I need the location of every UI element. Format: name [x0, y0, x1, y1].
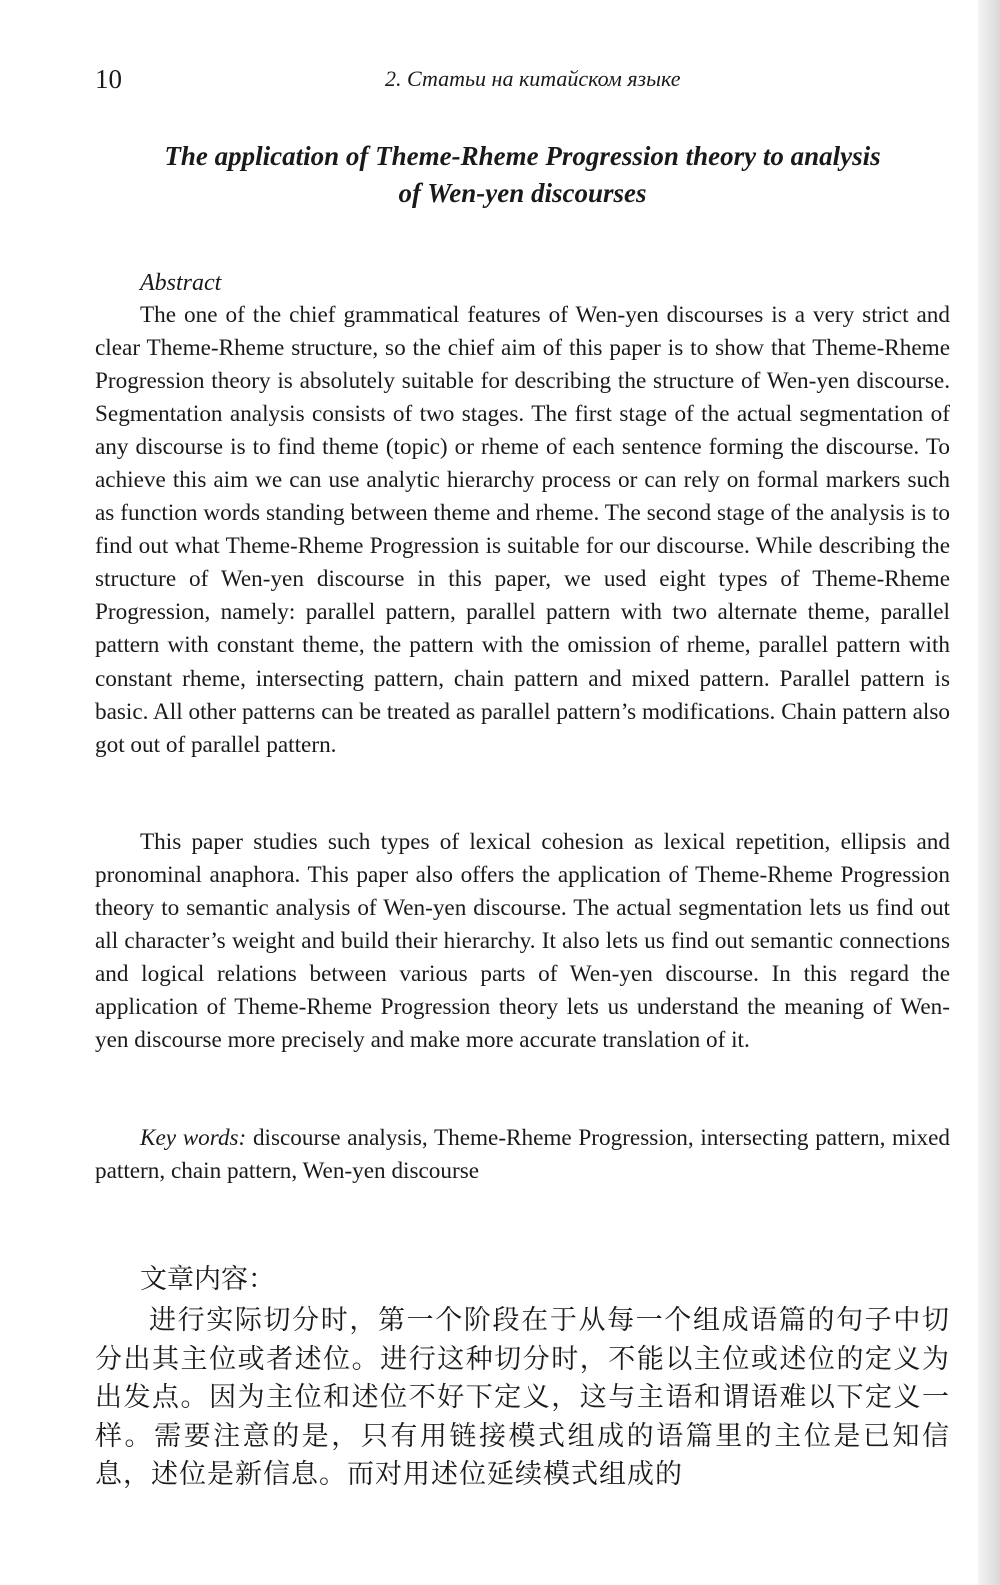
page-edge-shadow [978, 0, 1000, 1585]
abstract-paragraph-1: The one of the chief grammatical features of Wen-yen discourses is a very strict and clear Theme-Rheme structure, so the chief aim of this paper is to show that Theme-Rheme Progression theory is absolutely suitable for describing the structure of Wen-yen discourse. Segmentation analysis consists of two stages. The first stage of the actual segmentation of any discourse is to find theme (topic) or rheme of each sentence forming the discourse. To achieve this aim we can use analytic hierarchy process or can rely on formal markers such as function words standing between theme and rheme. The second stage of the analysis is to find out what Theme-Rheme Progression is suitable for our discourse. While describing the structure of Wen-yen discourse in this paper, we used eight types of Theme-Rheme Progression, namely: parallel pattern, parallel pattern with two alternate theme, parallel pattern with constant theme, the pattern with the omission of rheme, parallel pattern with constant rheme, intersecting pattern, chain pattern and mixed pattern. Parallel pattern is basic. All other patterns can be treated as parallel pattern’s modifications. Chain pattern also got out of parallel pattern. [95, 302, 950, 758]
running-header: 2. Статьи на китайском языке [385, 66, 681, 91]
chinese-paragraph: 进行实际切分时，第一个阶段在于从每一个组成语篇的句子中切分出其主位或者述位。进行这种切分时，不能以主位或述位的定义为出发点。因为主位和述位不好下定义，这与主语和谓语难以下定义一样。需要注意的是，只有用链接模式组成的语篇里的主位是已知信息，述位是新信息。而对用述位延续模式组成的 [95, 1305, 950, 1490]
abstract-paragraph-2: This paper studies such types of lexical cohesion as lexical repetition, ellipsis and pronominal anaphora. This paper also offers the application of Theme-Rheme Progression theory to semantic analysis of Wen-yen discourse. The actual segmentation lets us find out all character’s weight and build their hierarchy. It also lets us find out semantic connections and logical relations between various parts of Wen-yen discourse. In this regard the application of Theme-Rheme Progression theory lets us understand the meaning of Wen-yen discourse more precisely and make more accurate translation of it. [95, 829, 950, 1054]
chinese-heading: 文章内容： [140, 1264, 275, 1295]
page-number: 10 [95, 64, 122, 94]
keywords-label: Key words: [140, 1125, 247, 1151]
abstract-heading: Abstract [140, 270, 222, 296]
keywords [95, 1122, 950, 1188]
keywords-text: discourse analysis, Theme-Rheme Progression, intersecting pattern, mixed pattern, chain pattern, Wen-yen discourse [95, 1125, 950, 1184]
article-title: The application of Theme-Rheme Progression theory to analysis of Wen-yen discourses [164, 141, 881, 208]
